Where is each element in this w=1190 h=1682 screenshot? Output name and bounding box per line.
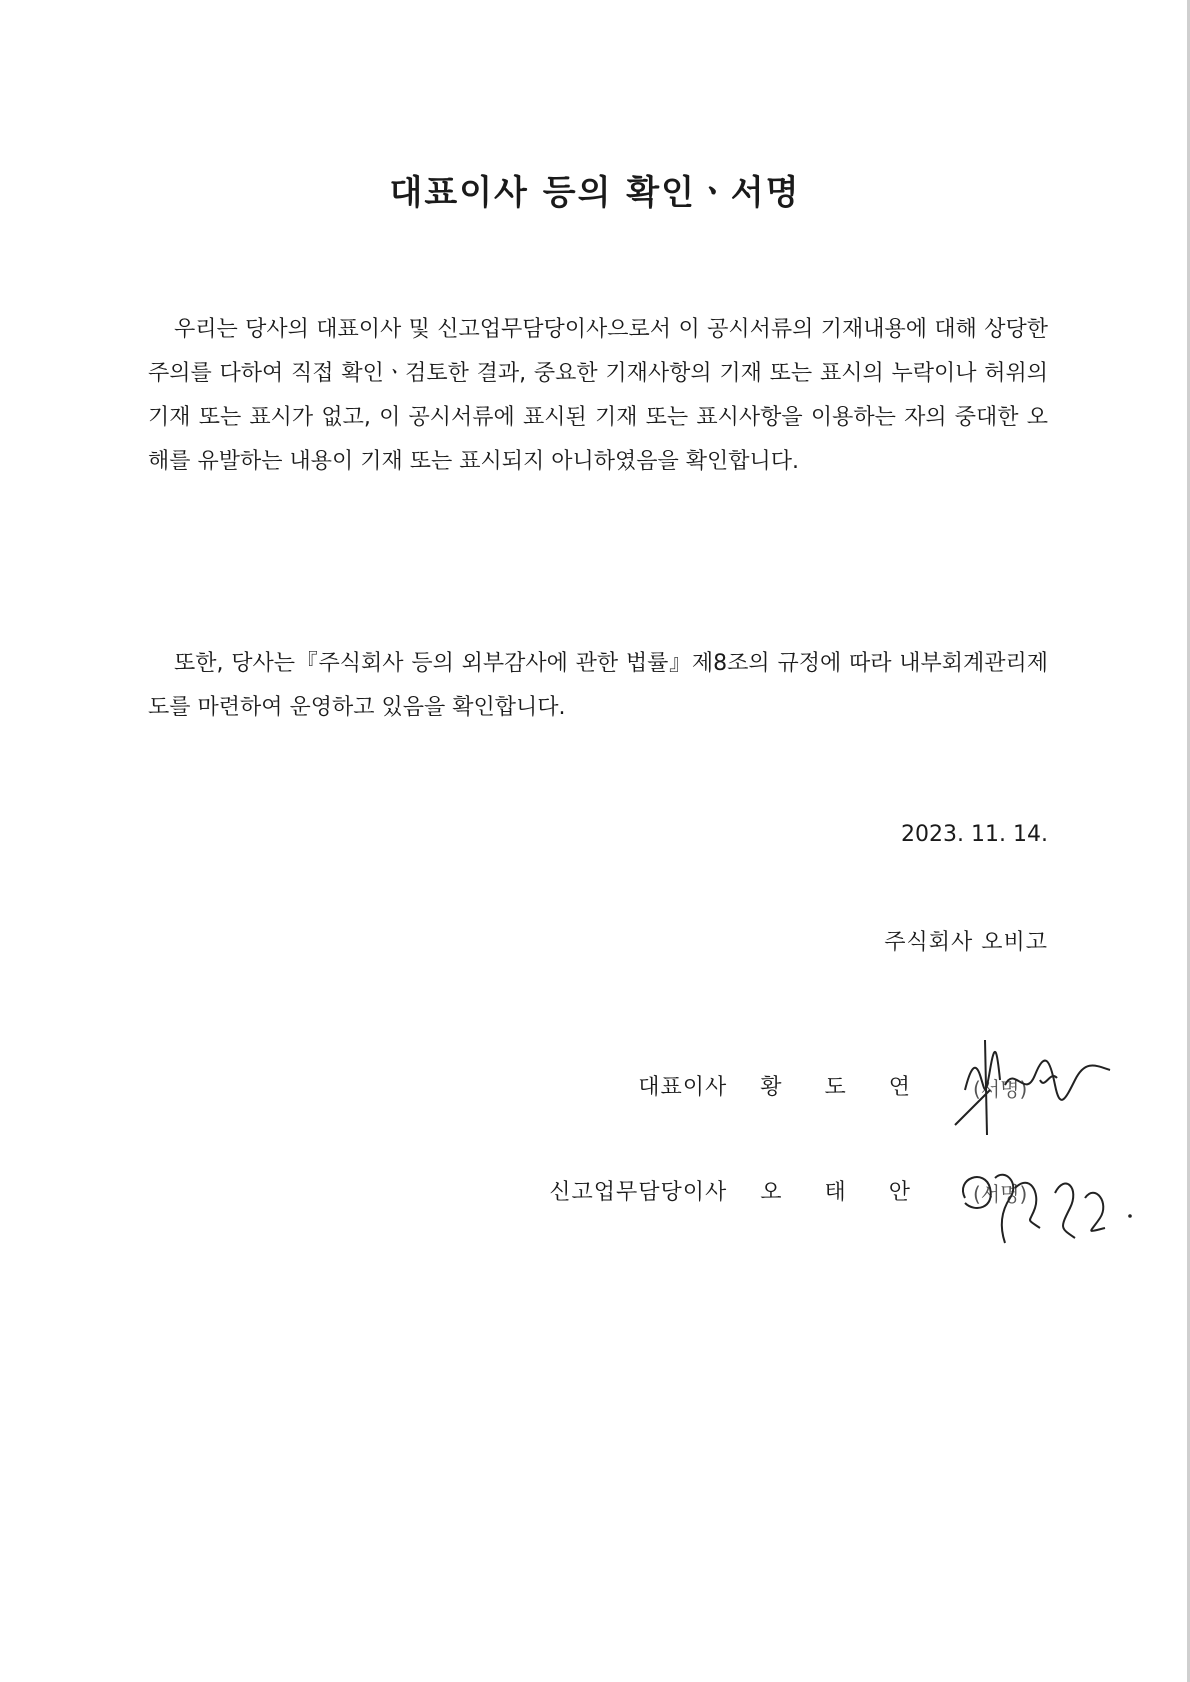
ceo-signature <box>945 1030 1115 1140</box>
signer-ceo-title: 대표이사 <box>638 1075 728 1100</box>
signer-officer-title: 신고업무담당이사 <box>549 1180 728 1205</box>
officer-signature <box>945 1158 1145 1258</box>
signer-disclosure-officer <box>549 1175 928 1206</box>
signer-ceo-name: 황 도 연 <box>760 1075 928 1100</box>
signer-ceo <box>638 1070 928 1101</box>
company-name: 주식회사 오비고 <box>884 930 1048 955</box>
signer-officer-sign-label: (서명) <box>973 1182 1028 1206</box>
signer-officer-name: 오 태 안 <box>760 1180 928 1205</box>
signer-ceo-sign-label: (서명) <box>973 1077 1028 1101</box>
document-date: 2023. 11. 14. <box>901 822 1048 847</box>
internal-control-paragraph: 또한, 당사는『주식회사 등의 외부감사에 관한 법률』제8조의 규정에 따라 내부회계관리제도를 마련하여 운영하고 있음을 확인합니다. <box>148 651 1048 720</box>
document-title: 대표이사 등의 확인ㆍ서명 <box>389 173 801 213</box>
confirmation-paragraph: 우리는 당사의 대표이사 및 신고업무담당이사으로서 이 공시서류의 기재내용에 대해 상당한 주의를 다하여 직접 확인ㆍ검토한 결과, 중요한 기재사항의 기재 또는 표시의 누락이나 허위의 기재 또는 표시가 없고, 이 공시서류에 표시된 기재 또는 표시사항을 이용하는 자의 중대한 오해를 유발하는 내용이 기재 또는 표시되지 아니하였음을 확인합니다. <box>148 317 1048 474</box>
